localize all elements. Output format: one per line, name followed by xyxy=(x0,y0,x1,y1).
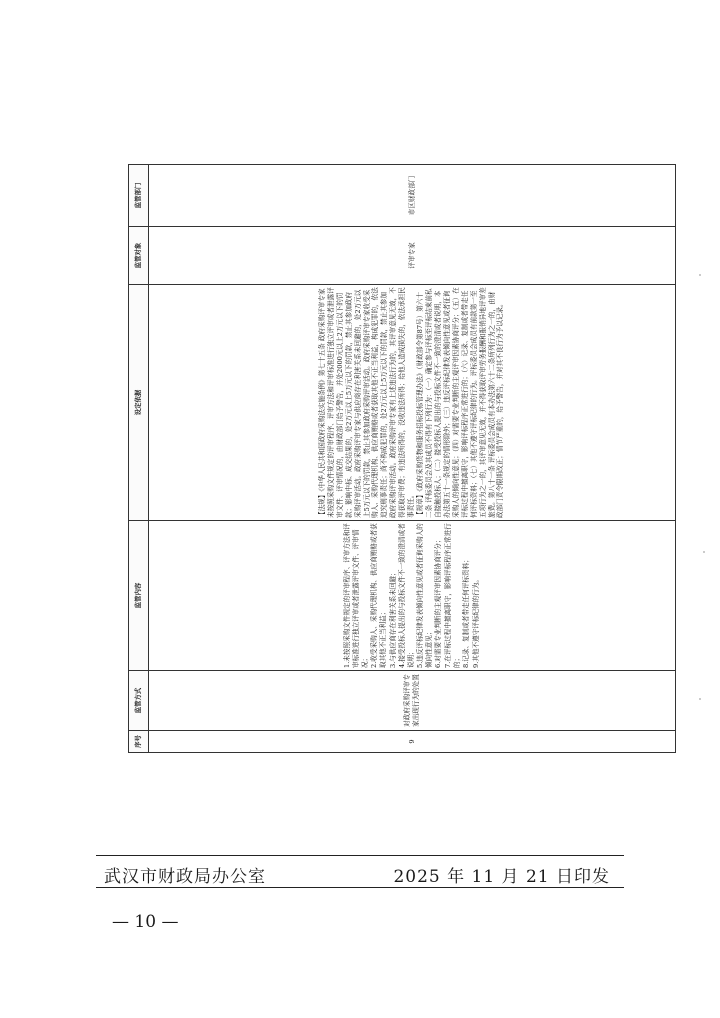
header-content: 监管内容 xyxy=(129,521,149,671)
footer-divider-bottom xyxy=(96,887,624,888)
scan-speck xyxy=(699,274,701,276)
content-item: 9.其他不遵守评标纪律的行为。 xyxy=(471,575,480,668)
header-basis: 设定依据 xyxy=(129,285,149,521)
scan-speck xyxy=(703,551,705,553)
content-item: 5.违反评标纪律发表倾向性意见或者征询采购人的倾向性意见； xyxy=(416,523,434,668)
cell-method: 对政府采购评审专家出现行为的处置 xyxy=(149,671,676,731)
landscape-table-frame xyxy=(128,165,676,753)
header-object: 监管对象 xyxy=(129,227,149,285)
content-item: 6.对需要专业判断的主观评审因素协商评分； xyxy=(434,536,443,668)
content-item: 4.接受投标人提出的与投标文件不一致的澄清或者说明； xyxy=(397,523,415,668)
header-seq: 序号 xyxy=(129,731,149,753)
cell-content xyxy=(149,521,676,671)
basis-rule: 【规章】《政府采购货物和服务招标投标管理办法》（财政部令第87号）第六十二条 评标委员会及其成员不得有下列行为：（一）确定参与评标至评标结束前私自接触投标人；（二）接受投标人提出的与投标文件不一致的澄清或者说明，本办法第五十一条规定的情形除外；（三）违反评标纪律发表倾向性意见或者征询采购人的倾向性意见；（四）对需要专业判断的主观评审因素协商评分；（五）在评标过程中擅离职守，影响评标程序正常进行的；（六）记录、复制或者带走任何评标资料；（七）其他不遵守评标纪律的行为。评标委员会成员有前款第一至五项行为之一的，其评审意见无效，并不得获取评审劳务报酬和报销异地评审差旅费。第八十一条 评标委员会成员有本办法第六十二条所列行为之一的，由财政部门责令限期改正；情节严重的，给予警告，并对其不良行为予以记录。 xyxy=(416,287,505,518)
basis-regulation: 【法规】《中华人民共和国政府采购法实施条例》第七十五条 政府采购评审专家未按照采购文件规定的评审程序、评审方法和评审标准进行独立评审或者泄露评审文件、评审情况的，由财政部门给予警告，并处2000元以上2万元以下的罚款；影响中标、成交结果的，处2万元以上5万元以下的罚款，禁止其参加政府采购评审活动。政府采购评审专家与供应商存在利害关系未回避的，处2万元以上5万元以下的罚款，禁止其参加政府采购评审活动。政府采购评审专家收受采购人、采购代理机构、供应商贿赂或者获取其他不正当利益，构成犯罪的，依法追究刑事责任；尚不构成犯罪的，处2万元以上5万元以下的罚款，禁止其参加政府采购评审活动。政府采购评审专家有上述违法行为的，其评审意见无效，不得获取评审费；有违法所得的，没收违法所得；给他人造成损失的，依法承担民事责任。 xyxy=(318,287,416,518)
supervision-table xyxy=(128,164,676,753)
content-item: 3.与供应商存在利害关系未回避； xyxy=(388,569,397,668)
cell-object: 评审专家 xyxy=(149,227,676,285)
header-dept: 监管部门 xyxy=(129,165,149,227)
footer-issue-date: 2025 年 11 月 21 日印发 xyxy=(393,867,610,887)
footer-divider-top xyxy=(96,855,624,856)
page-number: — 10 — xyxy=(112,912,179,932)
cell-basis xyxy=(149,285,676,521)
cell-dept: 市区财政部门 xyxy=(149,165,676,227)
header-method: 监管方式 xyxy=(129,671,149,731)
scan-speck xyxy=(699,698,701,700)
table-row xyxy=(149,165,676,753)
content-item: 2.收受采购人、采购代理机构、供应商贿赂或者获取其他不正当利益； xyxy=(370,523,388,668)
footer-issuing-office: 武汉市财政局办公室 xyxy=(104,867,266,887)
content-item: 1.未按照采购文件规定的评审程序、评审方法和评审标准进行独立评审或者泄露评审文件、评审情况； xyxy=(343,523,369,668)
cell-seq: 9 xyxy=(149,731,676,753)
table-header-row xyxy=(129,165,149,753)
content-item: 8.记录、复制或者带走任何评标资料； xyxy=(462,556,471,668)
rotated-table-container xyxy=(128,165,716,748)
content-item: 7.在评标过程中擅离职守，影响评标程序正常进行的； xyxy=(443,523,461,668)
